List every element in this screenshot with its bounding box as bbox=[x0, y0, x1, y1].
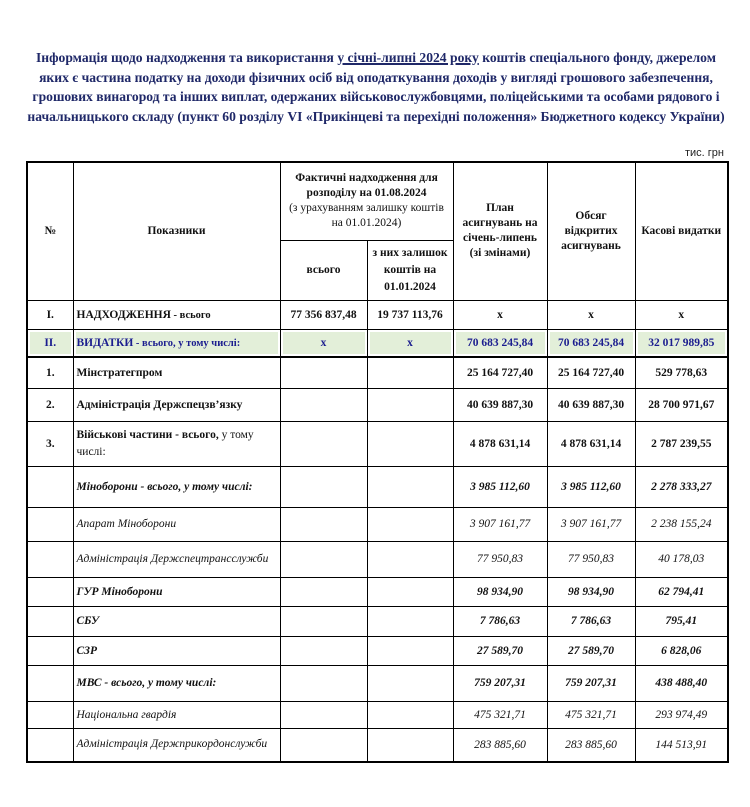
cell-plan: 25 164 727,40 bbox=[453, 357, 547, 388]
cell-cash: 293 974,49 bbox=[635, 701, 728, 728]
table-row bbox=[27, 665, 728, 701]
unit-label: тис. грн bbox=[685, 147, 724, 159]
cell-plan: 475 321,71 bbox=[453, 701, 547, 728]
cell-balance bbox=[367, 388, 453, 421]
row-label bbox=[73, 329, 280, 357]
cell-total bbox=[280, 357, 367, 388]
title-period: у січні-липні 2024 року bbox=[337, 50, 479, 65]
header-total: всього bbox=[280, 240, 367, 300]
cell-total bbox=[280, 606, 367, 636]
row-label bbox=[73, 421, 280, 466]
cell-total bbox=[280, 636, 367, 665]
row-no bbox=[27, 636, 73, 665]
cell-plan: 7 786,63 bbox=[453, 606, 547, 636]
cell-total bbox=[280, 541, 367, 577]
cell-balance: x bbox=[367, 329, 453, 357]
cell-balance bbox=[367, 728, 453, 762]
row-label-main: Військові частини - всього, bbox=[76, 428, 219, 441]
table-row bbox=[27, 507, 728, 541]
cell-cash: 6 828,06 bbox=[635, 636, 728, 665]
cell-plan: 4 878 631,14 bbox=[453, 421, 547, 466]
cell-total bbox=[280, 665, 367, 701]
cell-cash: 2 787 239,55 bbox=[635, 421, 728, 466]
cell-plan: 283 885,60 bbox=[453, 728, 547, 762]
table-row bbox=[27, 388, 728, 421]
header-cash: Касові видатки bbox=[635, 162, 728, 300]
header-indicators: Показники bbox=[73, 162, 280, 300]
cell-opened: x bbox=[547, 300, 635, 329]
cell-plan: 70 683 245,84 bbox=[453, 329, 547, 357]
cell-opened: 7 786,63 bbox=[547, 606, 635, 636]
row-no: 3. bbox=[27, 421, 73, 466]
cell-total bbox=[280, 421, 367, 466]
cell-cash: 144 513,91 bbox=[635, 728, 728, 762]
header-actual-receipts-note: (з урахуванням залишку коштів на 01.01.2024) bbox=[289, 202, 444, 230]
row-label: СБУ bbox=[73, 606, 280, 636]
row-label-suffix: - всього bbox=[170, 309, 211, 321]
row-no: 1. bbox=[27, 357, 73, 388]
row-no bbox=[27, 577, 73, 606]
row-no: 2. bbox=[27, 388, 73, 421]
cell-opened: 4 878 631,14 bbox=[547, 421, 635, 466]
cell-plan: 759 207,31 bbox=[453, 665, 547, 701]
row-label: Адміністрація Держспецзв’язку bbox=[73, 388, 280, 421]
row-label-suffix: у тому числі: bbox=[76, 428, 254, 458]
cell-total bbox=[280, 728, 367, 762]
cell-balance: 19 737 113,76 bbox=[367, 300, 453, 329]
header-no: № bbox=[27, 162, 73, 300]
table-row bbox=[27, 541, 728, 577]
cell-cash: 795,41 bbox=[635, 606, 728, 636]
cell-plan: 98 934,90 bbox=[453, 577, 547, 606]
row-label-main: НАДХОДЖЕННЯ bbox=[76, 308, 171, 321]
cell-plan: 3 985 112,60 bbox=[453, 466, 547, 507]
cell-total: 77 356 837,48 bbox=[280, 300, 367, 329]
row-label: Адміністрація Держприкордонслужби bbox=[73, 728, 280, 762]
row-no bbox=[27, 728, 73, 762]
cell-total: x bbox=[280, 329, 367, 357]
row-no bbox=[27, 606, 73, 636]
cell-opened: 77 950,83 bbox=[547, 541, 635, 577]
cell-opened: 70 683 245,84 bbox=[547, 329, 635, 357]
report-table bbox=[26, 161, 729, 763]
cell-total bbox=[280, 701, 367, 728]
row-no: II. bbox=[27, 329, 73, 357]
cell-opened: 475 321,71 bbox=[547, 701, 635, 728]
cell-plan: 77 950,83 bbox=[453, 541, 547, 577]
table-row bbox=[27, 466, 728, 507]
table-row bbox=[27, 357, 728, 388]
header-actual-receipts-title: Фактичні надходження для розподілу на 01.08.2024 bbox=[295, 172, 438, 200]
cell-balance bbox=[367, 421, 453, 466]
cell-opened: 759 207,31 bbox=[547, 665, 635, 701]
cell-opened: 25 164 727,40 bbox=[547, 357, 635, 388]
cell-cash: 62 794,41 bbox=[635, 577, 728, 606]
row-label-suffix: - всього, у тому числі: bbox=[133, 337, 241, 349]
cell-opened: 27 589,70 bbox=[547, 636, 635, 665]
cell-total bbox=[280, 577, 367, 606]
cell-total bbox=[280, 507, 367, 541]
row-label: МВС - всього, у тому числі: bbox=[73, 665, 280, 701]
table-row-receipts bbox=[27, 300, 728, 329]
cell-cash: 28 700 971,67 bbox=[635, 388, 728, 421]
row-label: Адміністрація Держспецтрансслужби bbox=[73, 541, 280, 577]
table-row bbox=[27, 728, 728, 762]
cell-plan: 27 589,70 bbox=[453, 636, 547, 665]
table-row bbox=[27, 421, 728, 466]
header-opened: Обсяг відкритих асигнувань bbox=[547, 162, 635, 300]
cell-opened: 40 639 887,30 bbox=[547, 388, 635, 421]
row-no bbox=[27, 507, 73, 541]
row-label: Міноборони - всього, у тому числі: bbox=[73, 466, 280, 507]
cell-plan: 3 907 161,77 bbox=[453, 507, 547, 541]
cell-plan: x bbox=[453, 300, 547, 329]
row-label bbox=[73, 300, 280, 329]
row-no bbox=[27, 701, 73, 728]
cell-cash: 32 017 989,85 bbox=[635, 329, 728, 357]
cell-cash: x bbox=[635, 300, 728, 329]
cell-plan: 40 639 887,30 bbox=[453, 388, 547, 421]
row-no: I. bbox=[27, 300, 73, 329]
table-row bbox=[27, 606, 728, 636]
cell-cash: 2 278 333,27 bbox=[635, 466, 728, 507]
table-row bbox=[27, 701, 728, 728]
row-no bbox=[27, 466, 73, 507]
table-row bbox=[27, 577, 728, 606]
header-balance: з них залишок коштів на 01.01.2024 bbox=[367, 240, 453, 300]
cell-total bbox=[280, 388, 367, 421]
document-title bbox=[20, 48, 732, 126]
table-row-expenditures bbox=[27, 329, 728, 357]
cell-balance bbox=[367, 357, 453, 388]
row-no bbox=[27, 541, 73, 577]
title-text-1: Інформація щодо надходження та використання bbox=[36, 50, 338, 65]
cell-opened: 3 907 161,77 bbox=[547, 507, 635, 541]
cell-balance bbox=[367, 636, 453, 665]
cell-balance bbox=[367, 507, 453, 541]
cell-opened: 3 985 112,60 bbox=[547, 466, 635, 507]
row-label: СЗР bbox=[73, 636, 280, 665]
row-label: Мінстратегпром bbox=[73, 357, 280, 388]
row-no bbox=[27, 665, 73, 701]
cell-balance bbox=[367, 577, 453, 606]
cell-balance bbox=[367, 665, 453, 701]
cell-balance bbox=[367, 541, 453, 577]
cell-cash: 2 238 155,24 bbox=[635, 507, 728, 541]
cell-cash: 40 178,03 bbox=[635, 541, 728, 577]
cell-balance bbox=[367, 701, 453, 728]
row-label-main: ВИДАТКИ bbox=[76, 336, 134, 349]
title-text-2: коштів спеціального фонду, джерелом яких є частина податку на доходи фізичних осіб від оподаткування доходів у вигляді грошового забезпечення, грошових винагород та інших виплат, одержаних військовослужбовцями, поліцейськими та особами рядового і начальницького складу (пункт 60 розділу VI «Прикінцеві та перехідні положення» Бюджетного кодексу України) bbox=[27, 50, 725, 124]
header-plan: План асигнувань на січень-липень (зі змінами) bbox=[453, 162, 547, 300]
cell-cash: 529 778,63 bbox=[635, 357, 728, 388]
cell-cash: 438 488,40 bbox=[635, 665, 728, 701]
row-label: ГУР Міноборони bbox=[73, 577, 280, 606]
header-actual-receipts bbox=[280, 162, 453, 240]
cell-balance bbox=[367, 606, 453, 636]
cell-opened: 283 885,60 bbox=[547, 728, 635, 762]
row-label: Апарат Міноборони bbox=[73, 507, 280, 541]
cell-opened: 98 934,90 bbox=[547, 577, 635, 606]
row-label: Національна гвардія bbox=[73, 701, 280, 728]
cell-balance bbox=[367, 466, 453, 507]
table-row bbox=[27, 636, 728, 665]
cell-total bbox=[280, 466, 367, 507]
